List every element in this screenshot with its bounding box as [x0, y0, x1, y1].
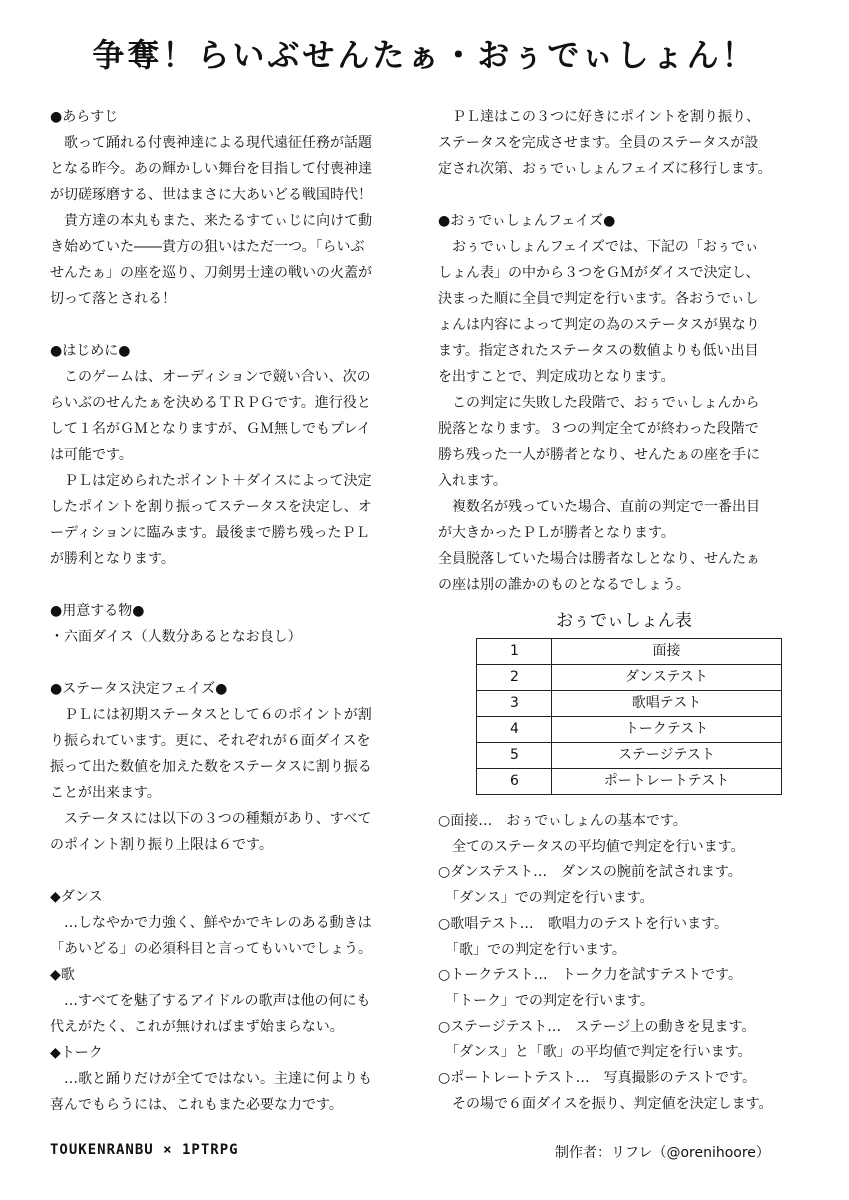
section-heading: ●ステータス決定フェイズ● — [50, 681, 228, 697]
status-song — [50, 962, 412, 1040]
footer-author-credit: 制作者：リフレ（@orenihoore） — [555, 1145, 770, 1161]
row-audition-name: ダンステスト — [552, 665, 782, 691]
status-heading: ◆トーク — [50, 1045, 103, 1061]
left-column — [50, 104, 412, 1118]
table-row — [477, 691, 782, 717]
row-audition-name: 歌唱テスト — [552, 691, 782, 717]
note-item: ○トークテスト… トーク力を試すテストです。 「トーク」での判定を行います。 — [438, 967, 742, 1009]
section-body: ＰＬには初期ステータスとして６のポイントが割 り振られています。更に、それぞれが６面ダイスを 振って出た数値を加えた数をステータスに割り振る ことが出来ます。 ステータスには以下の３つの種類があり、すべて のポイント割り振り上限は６です。 — [50, 707, 372, 853]
row-number: 1 — [477, 639, 552, 665]
table-row — [477, 639, 782, 665]
status-dance — [50, 884, 412, 962]
audition-table — [476, 638, 782, 795]
status-allocation-text: ＰＬ達はこの３つに好きにポイントを割り振り、 ステータスを完成させます。全員のステータスが設 定され次第、おぅでぃしょんフェイズに移行します。 — [438, 109, 772, 177]
row-audition-name: トークテスト — [552, 717, 782, 743]
status-heading: ◆歌 — [50, 967, 75, 983]
section-body: おぅでぃしょんフェイズでは、下記の「おぅでぃ しょん表」の中から３つをＧＭがダイスで決定し、 決まった順に全員で判定を行います。各おうでぃし ょんは内容によって判定の為のステータスが異なり ます。指定されたステータスの数値よりも低い出目 を出すことで、判定成功となります。 この判定に失敗した段階で、おぅでぃしょんから 脱落となります。３つの判定全てが終わった段階で 勝ち残った一人が勝者となり、せんたぁの座を手に 入れます。 複数名が残っていた場合、直前の判定で一番出目 が大きかったＰＬが勝者となります。 全員脱落していた場合は勝者なしとなり、せんたぁ の座は別の誰かのものとなるでしょう。 — [438, 239, 760, 593]
section-heading: ●おぅでぃしょんフェイズ● — [438, 213, 616, 229]
note-item: ○ダンステスト… ダンスの腕前を試されます。 「ダンス」での判定を行います。 — [438, 864, 742, 907]
row-number: 2 — [477, 665, 552, 691]
table-row — [477, 743, 782, 769]
page-title: 争奪！らいぶせんたぁ・おぅでぃしょん！ — [92, 36, 757, 74]
section-heading: ●はじめに● — [50, 343, 131, 359]
status-body: …しなやかで力強く、鮮やかでキレのある動きは 「あいどる」の必須科目と言ってもいいでしょう。 — [50, 915, 372, 957]
row-audition-name: ステージテスト — [552, 743, 782, 769]
status-heading: ◆ダンス — [50, 889, 103, 905]
row-number: 6 — [477, 769, 552, 795]
table-row — [477, 769, 782, 795]
row-audition-name: 面接 — [552, 639, 782, 665]
section-body: このゲームは、オーディションで競い合い、次の らいぶのせんたぁを決めるＴＲＰＧです。進行役と して１名がＧＭとなりますが、ＧＭ無しでもプレイ は可能です。 ＰＬは定められたポイント＋ダイスによって決定 したポイントを割り振ってステータスを決定し、オ ーディションに臨みます。最後まで勝ち残ったＰＬ が勝利となります。 — [50, 369, 372, 567]
synopsis-section — [50, 104, 412, 312]
note-item: ○歌唱テスト… 歌唱力のテストを行います。 「歌」での判定を行います。 — [438, 915, 728, 958]
audition-notes — [438, 809, 810, 1117]
section-body: ・六面ダイス（人数分あるとなお良し） — [50, 629, 302, 645]
note-item: ○ポートレートテスト… 写真撮影のテストです。 その場で６面ダイスを振り、判定値を決定します。 — [438, 1070, 773, 1112]
section-heading: ●あらすじ — [50, 109, 119, 125]
row-number: 3 — [477, 691, 552, 717]
section-heading: ●用意する物● — [50, 603, 145, 619]
materials-section — [50, 598, 412, 650]
section-body: 歌って踊れる付喪神達による現代遠征任務が話題 となる昨今。あの輝かしい舞台を目指して付喪神達 が切磋琢磨する、世はまさに大あいどる戦国時代！ 貴方達の本丸もまた、来たるすてぃじに向けて動 き始めていた――貴方の狙いはただ一つ。「らいぶ せんたぁ」の座を巡り、刀剣男士達の戦いの火蓋が 切って落とされる！ — [50, 135, 373, 307]
introduction-section — [50, 338, 412, 572]
row-audition-name: ポートレートテスト — [552, 769, 782, 795]
status-body: …すべてを魅了するアイドルの歌声は他の何にも 代えがたく、これが無ければまず始まらない。 — [50, 993, 371, 1035]
audition-phase-section — [438, 208, 810, 598]
row-number: 4 — [477, 717, 552, 743]
row-number: 5 — [477, 743, 552, 769]
audition-table-title: おぅでぃしょん表 — [556, 611, 692, 631]
status-phase-section — [50, 676, 412, 858]
status-talk — [50, 1040, 412, 1118]
right-column — [438, 104, 810, 1117]
status-body: …歌と踊りだけが全てではない。主達に何よりも 喜んでもらうには、これもまた必要な力です。 — [50, 1071, 372, 1113]
table-row — [477, 665, 782, 691]
table-row — [477, 717, 782, 743]
note-item: ○ステージテスト… ステージ上の動きを見ます。 「ダンス」と「歌」の平均値で判定を行います。 — [438, 1018, 756, 1061]
note-item: ○面接… おぅでぃしょんの基本です。 全てのステータスの平均値で判定を行います。 — [438, 813, 745, 855]
footer-series-label: TOUKENRANBU × 1PTRPG — [50, 1142, 239, 1158]
